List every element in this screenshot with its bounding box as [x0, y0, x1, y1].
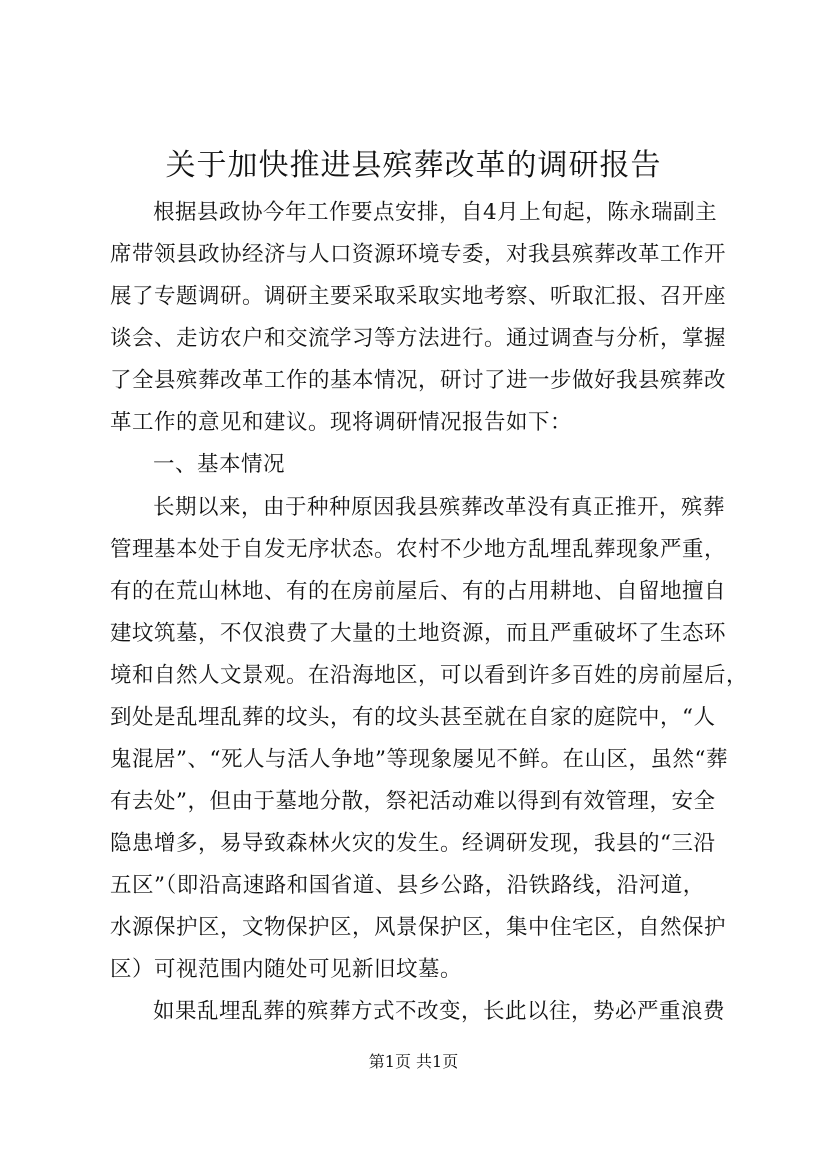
paragraph-line: 革工作的意见和建议。现将调研情况报告如下： — [110, 410, 573, 435]
paragraph-line: 建坟筑墓，不仅浪费了大量的土地资源，而且严重破坏了生态环 — [110, 621, 727, 646]
paragraph-line: 如果乱埋乱葬的殡葬方式不改变，长此以往，势必严重浪费 — [153, 999, 726, 1024]
paragraph-line: 有去处”，但由于墓地分散，祭祀活动难以得到有效管理，安全 — [110, 789, 716, 814]
paragraph-line: 谈会、走访农户和交流学习等方法进行。通过调查与分析，掌握 — [110, 326, 727, 351]
paragraph-line: 五区”（即沿高速路和国省道、县乡公路，沿铁路线，沿河道， — [110, 873, 705, 898]
paragraph-line: 管理基本处于自发无序状态。农村不少地方乱埋乱葬现象严重， — [110, 537, 727, 562]
paragraph-line: 根据县政协今年工作要点安排，自4月上旬起，陈永瑞副主 — [153, 200, 718, 225]
paragraph-line: 境和自然人文景观。在沿海地区，可以看到许多百姓的房前屋后， — [110, 663, 749, 688]
paragraph-line: 水源保护区，文物保护区，风景保护区，集中住宅区，自然保护 — [110, 915, 727, 940]
paragraph-line: 长期以来，由于种种原因我县殡葬改革没有真正推开，殡葬 — [153, 495, 726, 520]
paragraph-line: 了全县殡葬改革工作的基本情况，研讨了进一步做好我县殡葬改 — [110, 368, 727, 393]
paragraph-line: 隐患增多，易导致森林火灾的发生。经调研发现，我县的“三沿 — [110, 831, 716, 856]
page-number: 第1页 共1页 — [368, 1052, 459, 1071]
paragraph-line: 展了专题调研。调研主要采取采取实地考察、听取汇报、召开座 — [110, 284, 727, 309]
paragraph-line: 到处是乱埋乱葬的坟头，有的坟头甚至就在自家的庭院中，“人 — [110, 705, 716, 730]
paragraph-line: 席带领县政协经济与人口资源环境专委，对我县殡葬改革工作开 — [110, 242, 727, 267]
section-heading: 一、基本情况 — [153, 452, 286, 477]
paragraph-line: 鬼混居”、“死人与活人争地”等现象屡见不鲜。在山区，虽然“葬 — [110, 747, 728, 772]
paragraph-line: 有的在荒山林地、有的在房前屋后、有的占用耕地、自留地擅自 — [110, 579, 727, 604]
paragraph-line: 区）可视范围内随处可见新旧坟墓。 — [110, 957, 463, 982]
document-title: 关于加快推进县殡葬改革的调研报告 — [165, 148, 662, 183]
